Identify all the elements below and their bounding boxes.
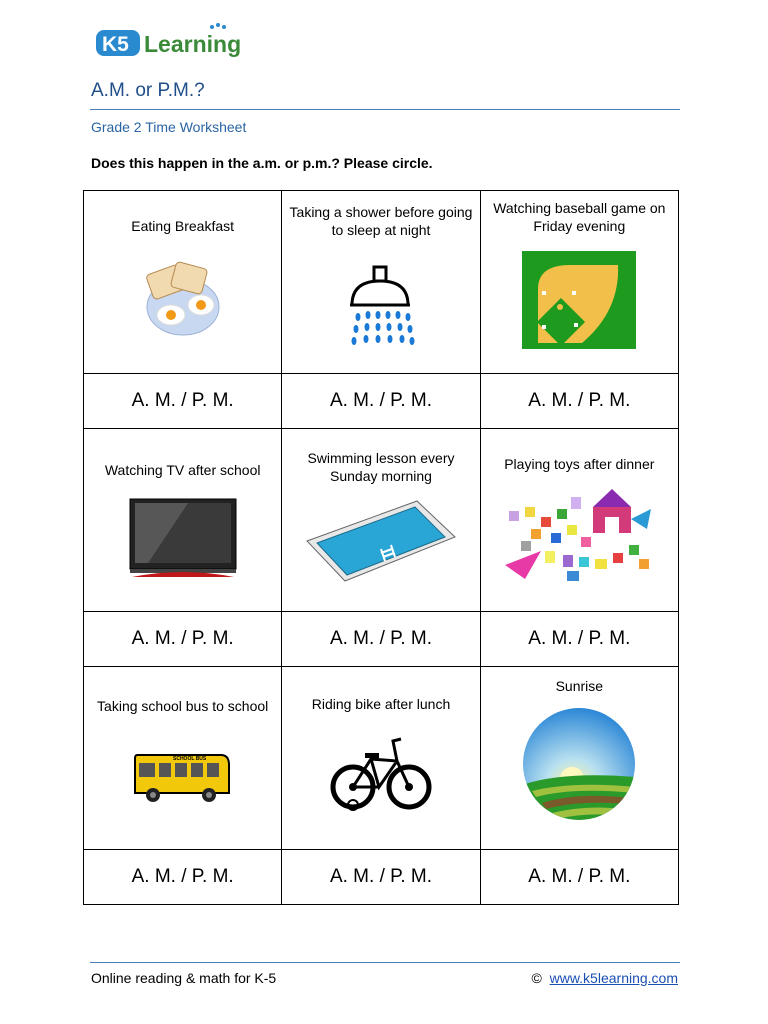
shower-icon <box>346 265 416 353</box>
title-divider <box>90 109 680 110</box>
pool-icon <box>305 499 457 589</box>
activity-caption: Taking school bus to school <box>97 698 269 714</box>
answer-cell[interactable]: A. M. / P. M. <box>282 612 480 667</box>
activity-cell-shower <box>282 191 480 374</box>
activity-cell-sunrise <box>480 667 678 850</box>
activity-cell-breakfast <box>84 191 282 374</box>
page-title: A.M. or P.M.? <box>91 80 205 101</box>
answer-cell[interactable]: A. M. / P. M. <box>480 374 678 429</box>
activity-cell-tv <box>84 429 282 612</box>
answer-cell[interactable]: A. M. / P. M. <box>480 850 678 905</box>
page-subtitle: Grade 2 Time Worksheet <box>91 119 247 135</box>
activity-caption: Watching TV after school <box>104 462 261 478</box>
copyright-symbol: © <box>531 970 542 986</box>
footer-link-area <box>532 970 679 986</box>
school-bus-icon <box>133 749 233 803</box>
footer-divider <box>90 962 680 963</box>
answer-cell[interactable]: A. M. / P. M. <box>282 374 480 429</box>
activity-cell-toys <box>480 429 678 612</box>
bus-label: SCHOOL BUS <box>172 756 206 762</box>
tv-icon <box>128 497 238 579</box>
answer-cell[interactable]: A. M. / P. M. <box>84 612 282 667</box>
activity-caption: Taking a shower before going to sleep at night <box>289 204 473 238</box>
footer-tagline: Online reading & math for K-5 <box>91 970 277 986</box>
logo-k5-text: K5 <box>102 33 129 56</box>
answer-cell[interactable]: A. M. / P. M. <box>282 850 480 905</box>
breakfast-icon <box>143 257 223 337</box>
activity-cell-baseball <box>480 191 678 374</box>
bicycle-icon <box>327 735 435 815</box>
answer-cell[interactable]: A. M. / P. M. <box>84 850 282 905</box>
worksheet-grid <box>83 190 679 905</box>
answer-cell[interactable]: A. M. / P. M. <box>84 374 282 429</box>
k5-learning-logo <box>94 22 256 62</box>
activity-cell-swimming <box>282 429 480 612</box>
activity-caption: Sunrise <box>555 678 604 694</box>
website-link[interactable]: www.k5learning.com <box>549 970 678 986</box>
activity-cell-bike <box>282 667 480 850</box>
baseball-field-icon <box>522 251 636 349</box>
activity-caption: Riding bike after lunch <box>311 696 451 712</box>
toy-blocks-icon <box>501 489 657 585</box>
sunrise-icon <box>522 707 636 821</box>
activity-cell-school-bus <box>84 667 282 850</box>
activity-caption: Watching baseball game on Friday evening <box>493 200 666 234</box>
activity-caption: Swimming lesson every Sunday morning <box>307 450 455 484</box>
activity-caption: Playing toys after dinner <box>504 456 655 472</box>
instruction-text: Does this happen in the a.m. or p.m.? Please circle. <box>91 155 433 171</box>
activity-caption: Eating Breakfast <box>131 218 235 234</box>
logo-word-text: Learning <box>144 31 242 57</box>
answer-cell[interactable]: A. M. / P. M. <box>480 612 678 667</box>
